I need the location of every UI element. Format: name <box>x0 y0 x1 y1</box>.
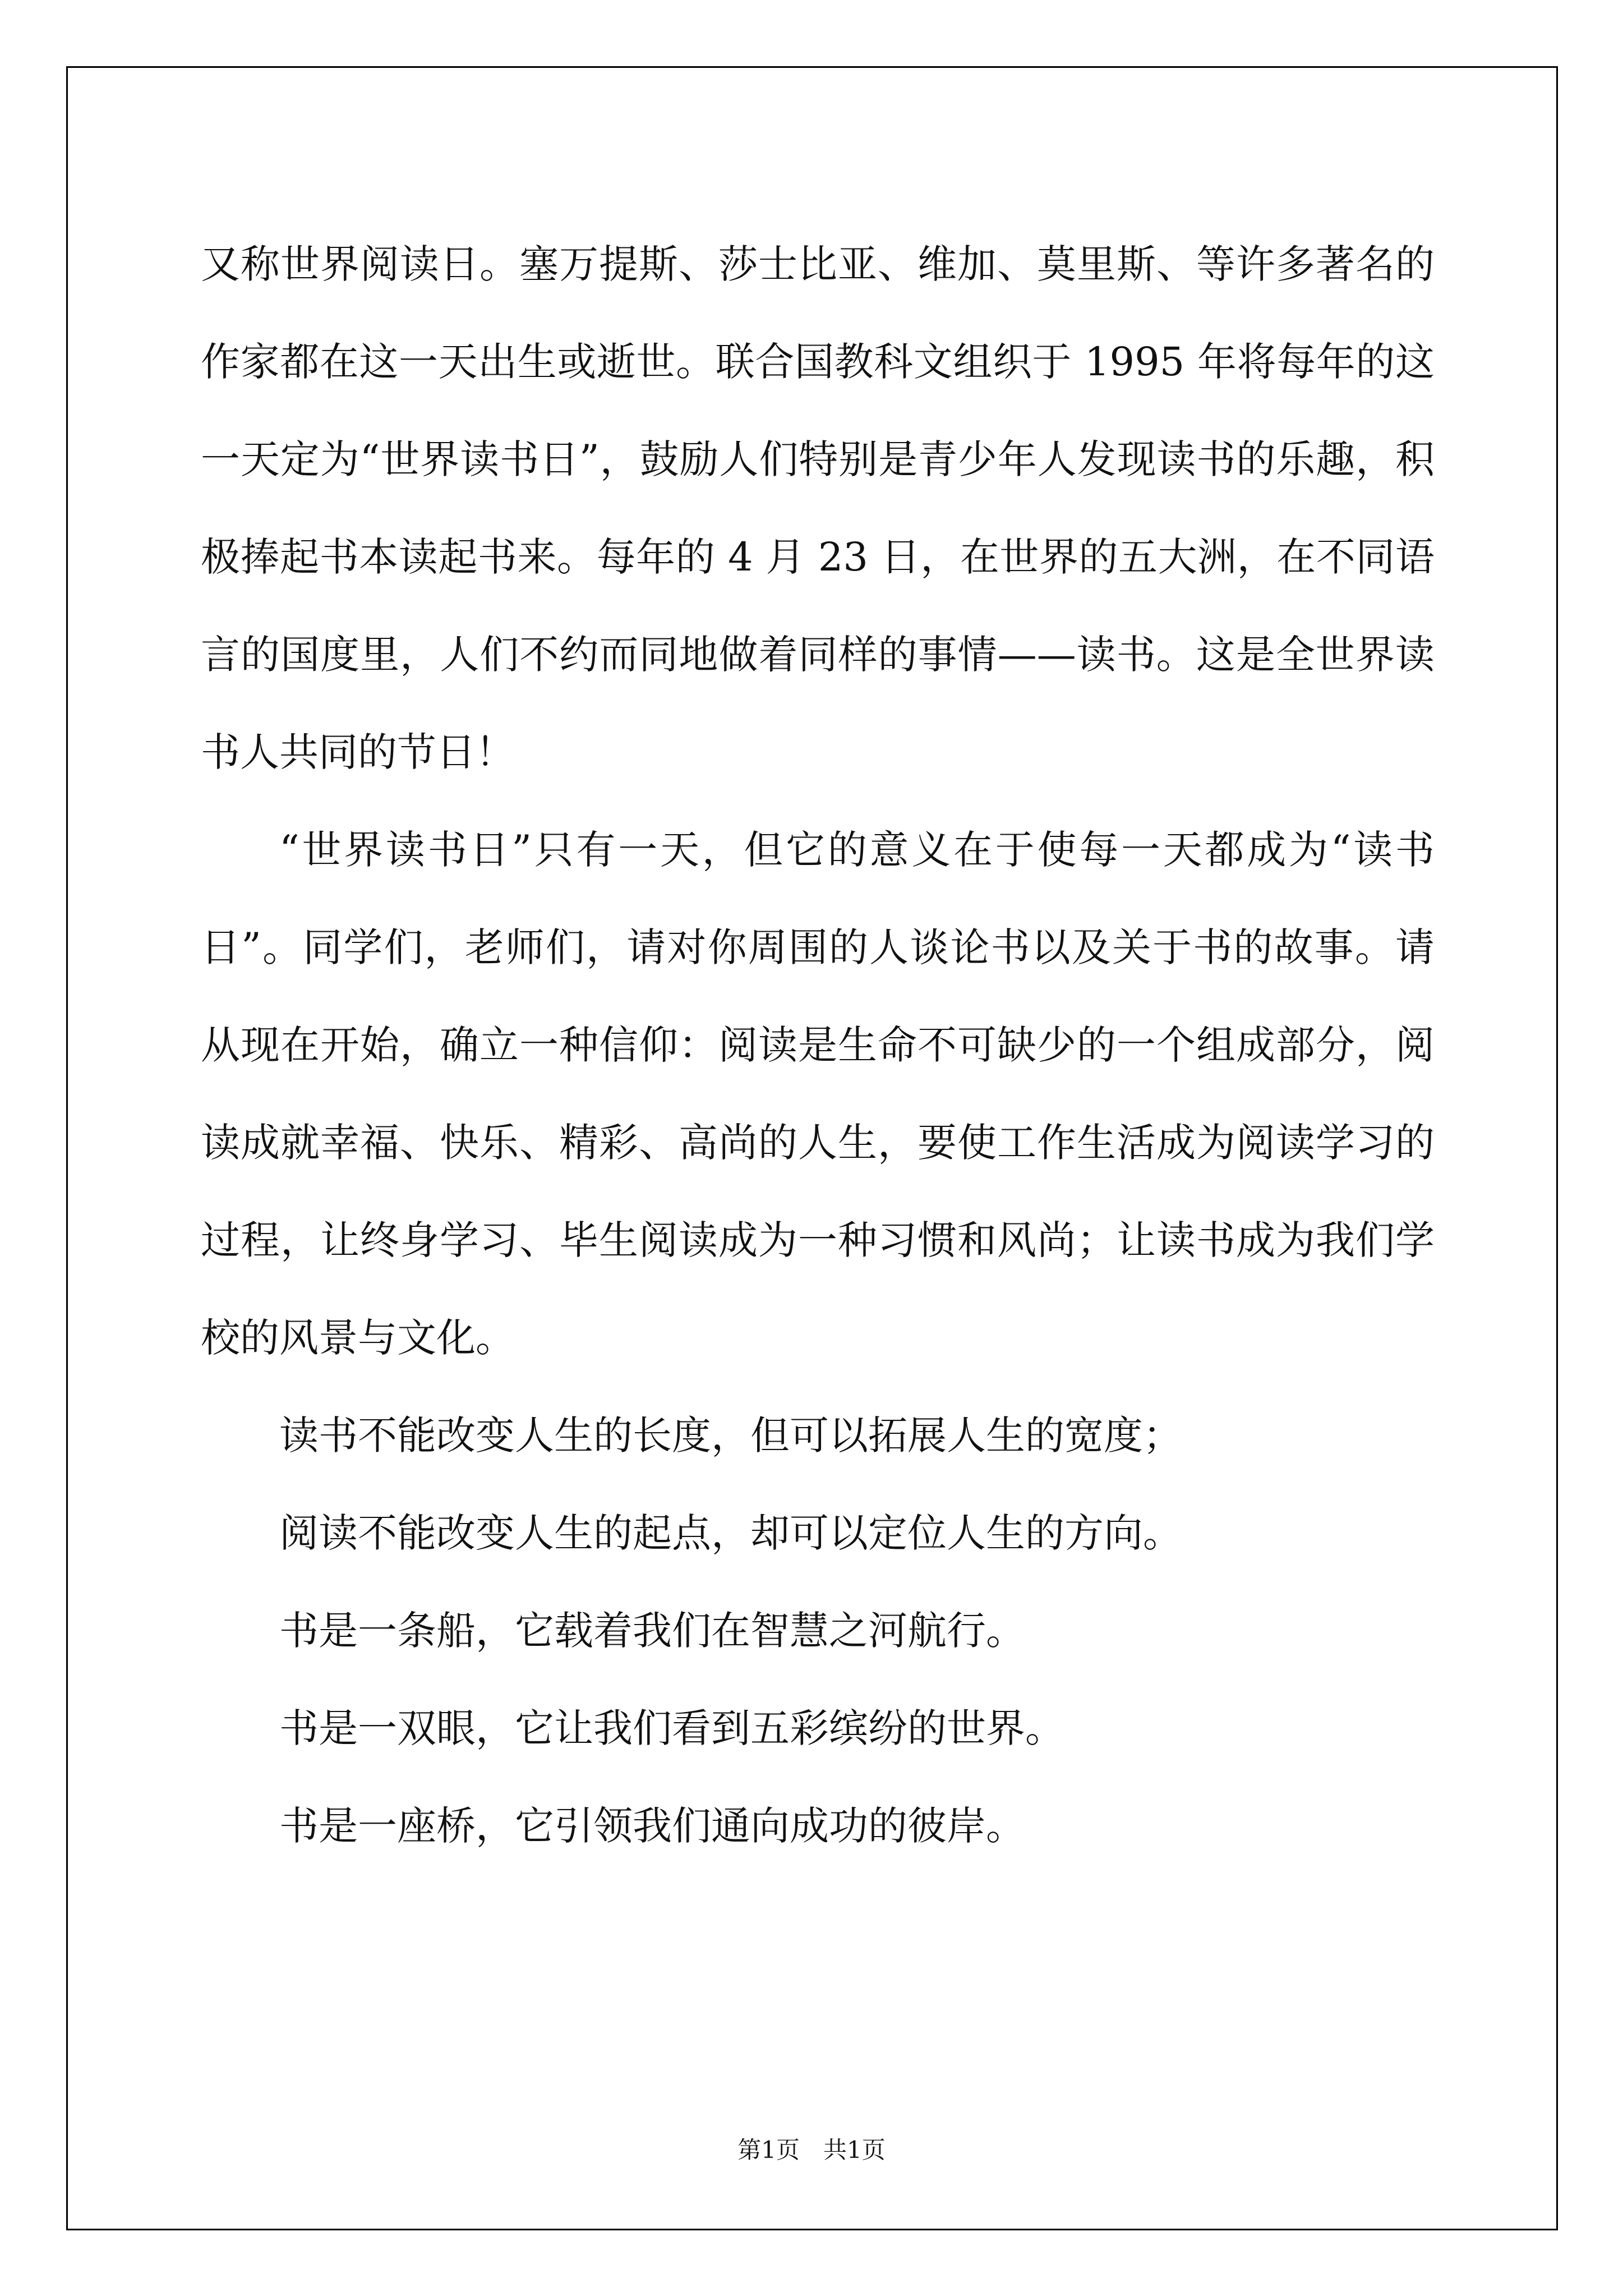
paragraph-7: 书是一座桥，它引领我们通向成功的彼岸。 <box>279 1803 1025 1849</box>
paragraph-4: 阅读不能改变人生的起点，却可以定位人生的方向。 <box>279 1510 1182 1556</box>
document-body <box>201 215 1435 1875</box>
page-number: 第1页 <box>737 2136 800 2164</box>
page-total: 共1页 <box>823 2136 886 2164</box>
paragraph-1: 又称世界阅读日。塞万提斯、莎士比亚、维加、莫里斯、等许多著名的作家都在这一天出生或逝世。联合国教科文组织于 1995 年将每年的这一天定为“世界读书日”，鼓励人们特别是青少年人发现读书的乐趣，积极捧起书本读起书来。每年的 4 月 23 日，在世界的五大洲，在不同语言的国度里，人们不约而同地做着同样的事情——读书。这是全世界读书人共同的节日！ <box>201 241 1435 775</box>
page-footer <box>0 2132 1623 2165</box>
paragraph-5: 书是一条船，它载着我们在智慧之河航行。 <box>279 1608 1025 1654</box>
paragraph-6: 书是一双眼，它让我们看到五彩缤纷的世界。 <box>279 1705 1064 1751</box>
paragraph-3: 读书不能改变人生的长度，但可以拓展人生的宽度； <box>279 1412 1182 1458</box>
paragraph-2: “世界读书日”只有一天，但它的意义在于使每一天都成为“读书日”。同学们，老师们，请对你周围的人谈论书以及关于书的故事。请从现在开始，确立一种信仰：阅读是生命不可缺少的一个组成部分，阅读成就幸福、快乐、精彩、高尚的人生，要使工作生活成为阅读学习的过程，让终身学习、毕生阅读成为一种习惯和风尚；让读书成为我们学校的风景与文化。 <box>201 827 1435 1361</box>
